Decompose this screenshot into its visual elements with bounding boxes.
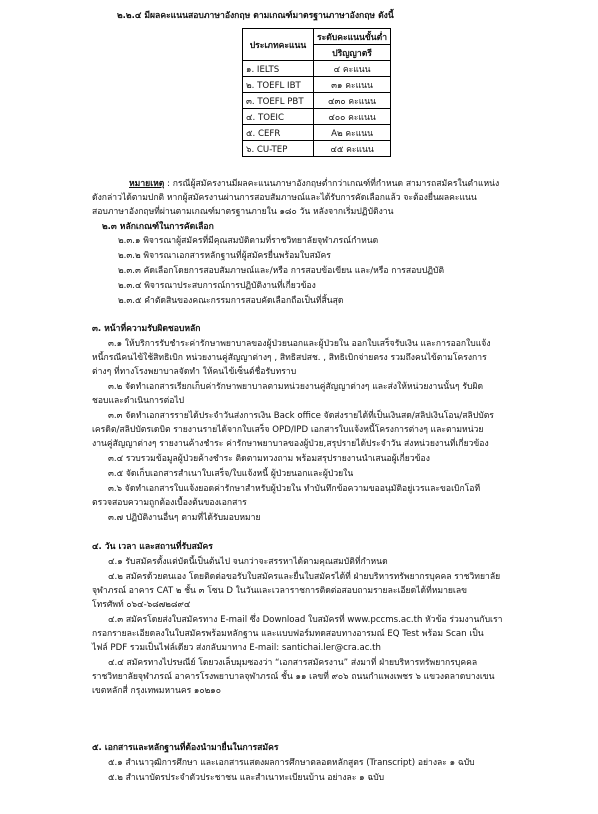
- section-5-line: ๕.๑ สำเนาวุฒิการศึกษา และเอกสารแสดงผลการศึกษาตลอดหลักสูตร (Transcript) อย่างละ ๑ ฉบับ: [108, 758, 475, 768]
- section-3-line: เครดิต/สลิปบัตรเดบิต รายงานรายได้จากใบเสร็จ OPD/IPD เอกสารใบแจ้งหนี้โครงการต่างๆ และตามหน่วย: [92, 425, 484, 435]
- table-cell-type: ๔. TOEIC: [243, 109, 314, 125]
- section-3-line: ๓.๖ จัดทำเอกสารใบแจ้งยอดค่ารักษาสำหรับผู้ป่วยใน ทำบันทึกข้อความขออนุมัติอยู่เวรและขอเบิกโอที: [108, 484, 481, 494]
- section-3-line: งานคู่สัญญาต่างๆ รายงานค้างชำระ ค่ารักษาพยาบาลของผู้ป่วย,สรุปรายได้ประจำวัน ส่งหน่วยงานที่เกี่ยวข้อง: [92, 439, 489, 449]
- section-5-title: ๕. เอกสารและหลักฐานที่ต้องนำมายื่นในการสมัคร: [92, 743, 279, 753]
- header-level: ปริญญาตรี: [314, 45, 391, 61]
- list-item: ๒.๓.๑ พิจารณาผู้สมัครที่มีคุณสมบัติตามที่ราชวิทยาลัยจุฬาภรณ์กำหนด: [118, 236, 379, 246]
- section-4-line: กรอกรายละเอียดลงในใบสมัครพร้อมหลักฐาน และแบบฟอร์มทดสอบทางอารมณ์ EQ Test พร้อม Scan เป็น: [92, 629, 484, 639]
- table-row: [243, 93, 391, 109]
- note-line-2: ดังกล่าวได้ตามปกติ หากผู้สมัครงานผ่านการสอบสัมภาษณ์และได้รับการคัดเลือกแล้ว จะต้องยื่นผลคะแนน: [92, 193, 477, 203]
- section-5-line: ๕.๒ สำเนาบัตรประจำตัวประชาชน และสำเนาทะเบียนบ้าน อย่างละ ๑ ฉบับ: [108, 773, 385, 783]
- table-cell-type: ๒. TOEFL IBT: [243, 77, 314, 93]
- list-item: ๒.๓.๕ คำตัดสินของคณะกรรมการสอบคัดเลือกถือเป็นที่สิ้นสุด: [118, 296, 344, 306]
- section-3-line: ชอบและดำเนินการต่อไป: [92, 396, 185, 406]
- table-cell-type: ๑. IELTS: [243, 61, 314, 77]
- table-row: [243, 125, 391, 141]
- section-4-line: ๔.๔ สมัครทางไปรษณีย์ โดยวงเล็บมุมซองว่า “เอกสารสมัครงาน” ส่งมาที่ ฝ่ายบริหารทรัพยากรบุคคล: [108, 658, 478, 668]
- table-cell-score: ๓๑ คะแนน: [314, 77, 391, 93]
- section-3-line: ๓.๑ ให้บริการรับชำระค่ารักษาพยาบาลของผู้ป่วยนอกและผู้ป่วยใน ออกใบเสร็จรับเงิน และการออกใบแจ้ง: [108, 339, 491, 349]
- table-row: [243, 109, 391, 125]
- table-row: [243, 141, 391, 157]
- table-cell-score: ๔๕ คะแนน: [314, 141, 391, 157]
- table-row: [243, 61, 391, 77]
- section-3-line: ๓.๔ รวบรวมข้อมูลผู้ป่วยค้างชำระ ติดตามทวงถาม พร้อมสรุปรายงานนำเสนอผู้เกี่ยวข้อง: [108, 454, 430, 464]
- section-4-title: ๔. วัน เวลา และสถานที่รับสมัคร: [92, 542, 213, 552]
- table-cell-type: ๓. TOEFL PBT: [243, 93, 314, 109]
- section-4-line: ๔.๓ สมัครโดยส่งใบสมัครทาง E-mail ซึ่ง Download ใบสมัครที่ www.pccms.ac.th หัวข้อ ร่วมงานกับเรา: [108, 615, 503, 625]
- section-4-line: เขตหลักสี่ กรุงเทพมหานคร ๑๐๒๑๐: [92, 686, 221, 696]
- list-item: ๒.๓.๓ คัดเลือกโดยการสอบสัมภาษณ์และ/หรือ การสอบข้อเขียน และ/หรือ การสอบปฏิบัติ: [118, 266, 445, 276]
- note-line-3: สอบภาษาอังกฤษที่ผ่านตามเกณฑ์มาตรฐานภายใน ๑๘๐ วัน หลังจากเริ่มปฏิบัติงาน: [92, 207, 394, 217]
- list-item: ๒.๓.๒ พิจารณาเอกสารหลักฐานที่ผู้สมัครยื่นพร้อมใบสมัคร: [118, 251, 331, 261]
- section-4-email: ไฟล์ PDF รวมเป็นไฟล์เดียว ส่งกลับมาทาง E-mail: santichai.ler@cra.ac.th: [92, 643, 381, 653]
- header-min-score: ระดับคะแนนขั้นต่ำ: [314, 29, 391, 45]
- section-3-line: ๓.๒ จัดทำเอกสารเรียกเก็บค่ารักษาพยาบาลตามหน่วยงานคู่สัญญาต่างๆ และส่งให้หน่วยงานนั้นๆ รับผิด: [108, 382, 484, 392]
- english-score-table: [242, 28, 391, 157]
- section-4-line: ราชวิทยาลัยจุฬาภรณ์ อาคารโรงพยาบาลจุฬาภรณ์ ชั้น ๑๑ เลขที่ ๙๐๖ ถนนกำแพงเพชร ๖ แขวงตลาดบางเขน: [92, 672, 495, 682]
- table-row: [243, 77, 391, 93]
- heading-2-2-4: ๒.๒.๔ มีผลคะแนนสอบภาษาอังกฤษ ตามเกณฑ์มาตรฐานภาษาอังกฤษ ดังนี้: [117, 11, 394, 21]
- section-4-phone: โทรศัพท์ ๐๖๔-๖๘๗๒๘๙๔: [92, 600, 191, 610]
- section-3-line: ตรวจสอบความถูกต้องเบื้องต้นของเอกสาร: [92, 498, 247, 508]
- note-label: หมายเหตุ: [129, 179, 165, 189]
- section-4-line: จุฬาภรณ์ อาคาร CAT ๒ ชั้น ๓ โซน D ในวันและเวลาราชการติดต่อสอบถามรายละเอียดได้ที่หมายเลข: [92, 586, 468, 596]
- section-4-line: ๔.๒ สมัครด้วยตนเอง โดยติดต่อขอรับใบสมัครและยื่นใบสมัครได้ที่ ฝ่ายบริหารทรัพยากรบุคคล ราชวิทยาลัย: [108, 572, 501, 582]
- note-line-1: [129, 179, 499, 190]
- table-cell-score: ๔ คะแนน: [314, 61, 391, 77]
- table-cell-score: ๔๐๐ คะแนน: [314, 109, 391, 125]
- section-2-3-title: ๒.๓ หลักเกณฑ์ในการคัดเลือก: [102, 222, 214, 232]
- table-cell-score: A๒ คะแนน: [314, 125, 391, 141]
- table-cell-type: ๖. CU-TEP: [243, 141, 314, 157]
- section-4-line: ๔.๑ รับสมัครตั้งแต่บัดนี้เป็นต้นไป จนกว่าจะสรรหาได้ตามคุณสมบัติที่กำหนด: [108, 557, 388, 567]
- table-cell-score: ๔๓๐ คะแนน: [314, 93, 391, 109]
- header-type: ประเภทคะแนน: [243, 29, 314, 61]
- section-3-line: ๓.๓ จัดทำเอกสารรายได้ประจำวันส่งการเงิน Back office จัดส่งรายได้ที่เป็นเงินสด/สลิปเงินโอน/สลิปบัตร: [108, 411, 494, 421]
- note-text: : กรณีผู้สมัครงานมีผลคะแนนภาษาอังกฤษต่ำกว่าเกณฑ์ที่กำหนด สามารถสมัครในตำแหน่ง: [164, 179, 500, 189]
- section-3-line: หนี้กรณีคนไข้ใช้สิทธิเบิก หน่วยงานคู่สัญญาต่างๆ , สิทธิสปสช. , สิทธิเบิกจ่ายตรง รวมถึงคนไข้ตามโครงการ: [92, 353, 487, 363]
- section-3-line: ต่างๆ ที่ทางโรงพยาบาลจัดทำ ให้คนไข้เซ็นต์ชื่อรับทราบ: [92, 367, 297, 377]
- list-item: ๒.๓.๔ พิจารณาประสบการณ์การปฏิบัติงานที่เกี่ยวข้อง: [118, 281, 316, 291]
- section-3-line: ๓.๕ จัดเก็บเอกสารสำเนาใบเสร็จ/ใบแจ้งหนี้ ผู้ป่วยนอกและผู้ป่วยใน: [108, 469, 354, 479]
- section-3-line: ๓.๗ ปฏิบัติงานอื่นๆ ตามที่ได้รับมอบหมาย: [108, 513, 261, 523]
- section-3-title: ๓. หน้าที่ความรับผิดชอบหลัก: [92, 324, 201, 334]
- table-cell-type: ๕. CEFR: [243, 125, 314, 141]
